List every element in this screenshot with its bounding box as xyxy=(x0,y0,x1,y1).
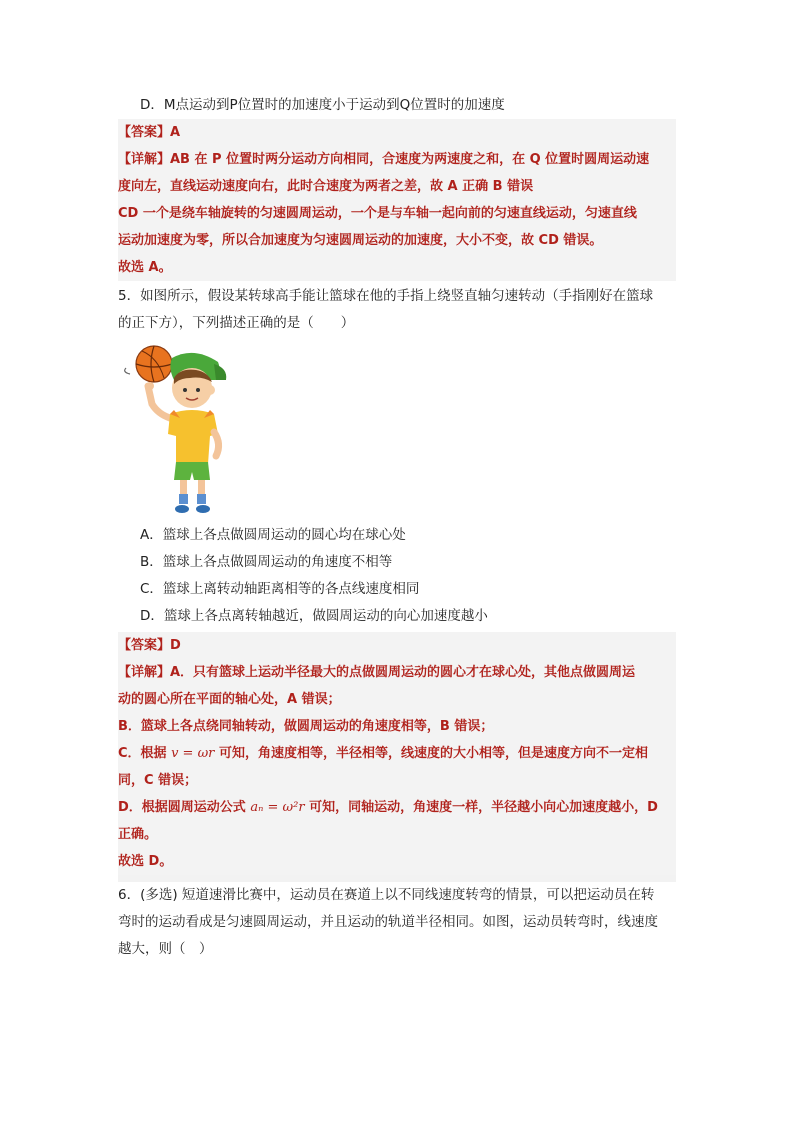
question-5-stem xyxy=(118,283,676,337)
answer-label: 【答案】A xyxy=(118,125,181,140)
question-5-stem-line: 的正下方），下列描述正确的是（ ） xyxy=(118,315,355,331)
question-5-stem-line: 5．如图所示，假设某转球高手能让篮球在他的手指上绕竖直轴匀速转动（手指刚好在篮球 xyxy=(118,288,654,304)
question-6-stem xyxy=(118,882,676,963)
option-a: A．篮球上各点做圆周运动的圆心均在球心处 xyxy=(140,527,406,543)
detail-line: B．篮球上各点绕同轴转动，做圆周运动的角速度相等，B 错误； xyxy=(118,719,494,734)
option-c: C．篮球上离转动轴距离相等的各点线速度相同 xyxy=(140,581,420,597)
detail-line: 正确。 xyxy=(118,827,158,842)
detail-line: 同，C 错误； xyxy=(118,773,198,788)
question-4-option-d xyxy=(118,92,676,119)
detail-line: 动的圆心所在平面的轴心处，A 错误； xyxy=(118,692,341,707)
option-d-text: D．M点运动到P位置时的加速度小于运动到Q位置时的加速度 xyxy=(140,97,505,113)
detail-line: 故选 D。 xyxy=(118,854,173,869)
detail-line: 度向左，直线运动速度向右，此时合速度为两者之差，故 A 正确 B 错误 xyxy=(118,179,534,194)
formula-v-omega-r: v = ωr xyxy=(171,746,215,761)
detail-line xyxy=(118,740,676,767)
detail-line: 故选 A。 xyxy=(118,260,172,275)
question-5-answer-block xyxy=(118,632,676,882)
detail-line: 【详解】AB 在 P 位置时两分运动方向相同，合速度为两速度之和，在 Q 位置时圆周运动速 xyxy=(118,152,650,167)
detail-line xyxy=(118,794,676,821)
answer-label: 【答案】D xyxy=(118,638,181,653)
detail-text: 可知，角速度相等，半径相等，线速度的大小相等，但是速度方向不一定相 xyxy=(218,746,648,761)
question-6-stem-line: 弯时的运动看成是匀速圆周运动，并且运动的轨道半径相同。如图，运动员转弯时，线速度 xyxy=(118,914,658,930)
question-6-stem-line: 6．(多选) 短道速滑比赛中，运动员在赛道上以不同线速度转弯的情景，可以把运动员在转 xyxy=(118,887,655,903)
option-b: B．篮球上各点做圆周运动的角速度不相等 xyxy=(140,554,393,570)
detail-text: C．根据 xyxy=(118,746,167,761)
option-d: D．篮球上各点离转轴越近，做圆周运动的向心加速度越小 xyxy=(140,608,488,624)
detail-text: D．根据圆周运动公式 xyxy=(118,800,246,815)
question-5-options xyxy=(118,522,676,630)
detail-line: CD 一个是绕车轴旋转的匀速圆周运动，一个是与车轴一起向前的匀速直线运动，匀速直线 xyxy=(118,206,637,221)
detail-line: 【详解】A．只有篮球上运动半径最大的点做圆周运动的圆心才在球心处，其他点做圆周运 xyxy=(118,665,636,680)
formula-centripetal-acceleration: aₙ = ω²r xyxy=(250,800,305,815)
detail-text: 可知，同轴运动，角速度一样，半径越小向心加速度越小，D xyxy=(309,800,658,815)
boy-spinning-basketball-illustration xyxy=(118,344,230,520)
question-6-stem-line: 越大，则（ ） xyxy=(118,941,213,957)
question-4-answer-block xyxy=(118,119,676,281)
detail-line: 运动加速度为零，所以合加速度为匀速圆周运动的加速度，大小不变，故 CD 错误。 xyxy=(118,233,603,248)
